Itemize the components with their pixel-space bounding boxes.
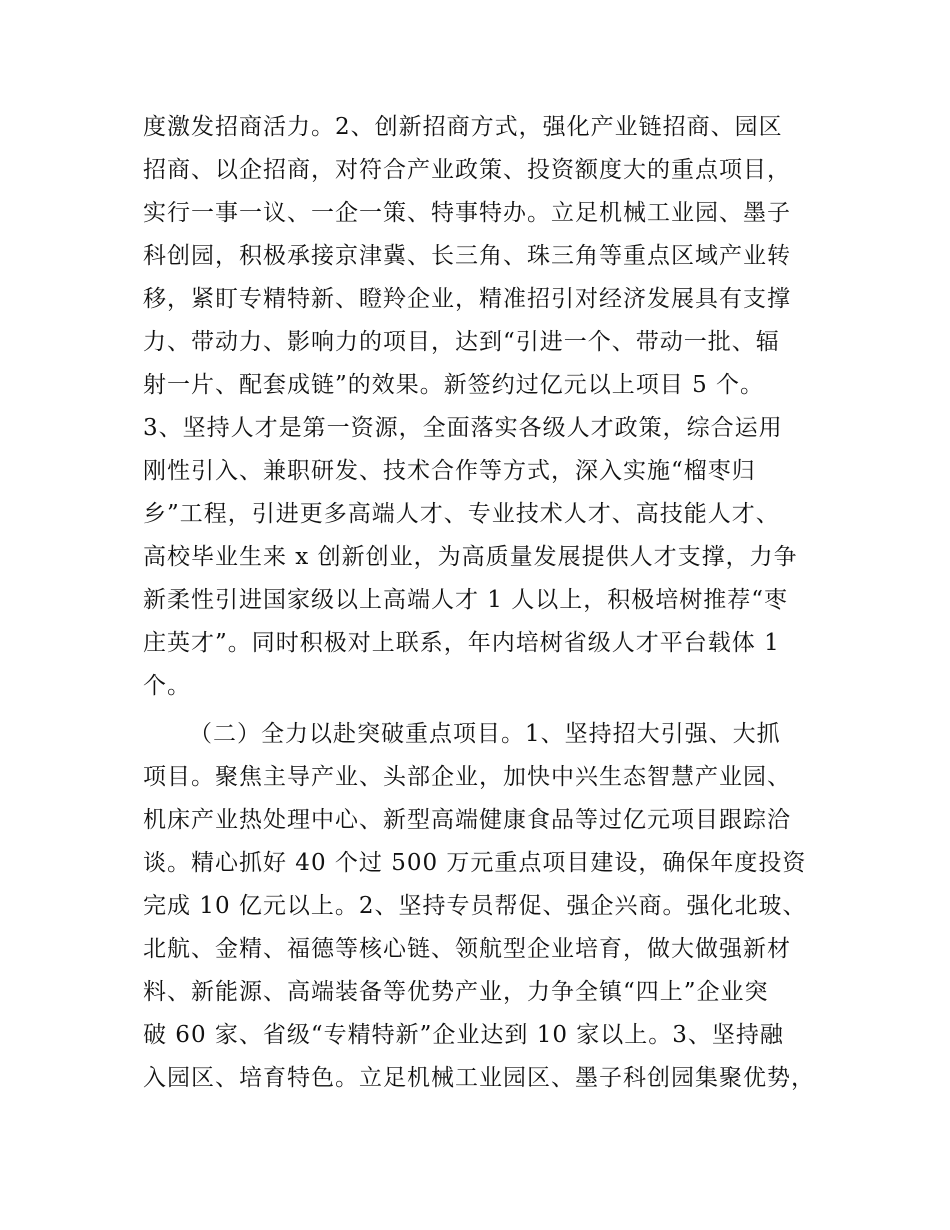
- paragraph-line: 3、坚持人才是第一资源，全面落实各级人才政策，综合运用: [143, 415, 783, 441]
- paragraph-line: 庄英才”。同时积极对上联系，年内培树省级人才平台载体 1: [143, 630, 780, 656]
- paragraph-line: 谈。精心抓好 40 个过 500 万元重点项目建设，确保年度投资: [143, 850, 807, 876]
- paragraph-line: 高校毕业生来 x 创新创业，为高质量发展提供人才支撑，力争: [143, 544, 798, 570]
- paragraph-line: 入园区、培育特色。立足机械工业园区、墨子科创园集聚优势，: [143, 1065, 815, 1091]
- paragraph-line: 度激发招商活力。2、创新招商方式，强化产业链招商、园区: [143, 114, 783, 140]
- paragraph-line: 射一片、配套成链”的效果。新签约过亿元以上项目 5 个。: [143, 372, 765, 398]
- paragraph-line: 北航、金精、福德等核心链、领航型企业培育，做大做强新材: [143, 936, 791, 962]
- paragraph-line: 料、新能源、高端装备等优势产业，力争全镇“四上”企业突: [143, 979, 769, 1005]
- paragraph-line: 个。: [143, 673, 191, 699]
- paragraph-line: 项目。聚焦主导产业、头部企业，加快中兴生态智慧产业园、: [143, 764, 791, 790]
- paragraph-line: 刚性引入、兼职研发、技术合作等方式，深入实施“榴枣归: [143, 458, 756, 484]
- paragraph-line: 完成 10 亿元以上。2、坚持专员帮促、强企兴商。强化北玻、: [143, 893, 807, 919]
- paragraph-line: 实行一事一议、一企一策、特事特办。立足机械工业园、墨子: [143, 200, 791, 226]
- paragraph-line: 力、带动力、影响力的项目，达到“引进一个、带动一批、辐: [143, 329, 780, 355]
- paragraph-line: 乡”工程，引进更多高端人才、专业技术人才、高技能人才、: [143, 501, 780, 527]
- paragraph-line: 破 60 家、省级“专精特新”企业达到 10 家以上。3、坚持融: [143, 1022, 784, 1048]
- section-heading-line: （二）全力以赴突破重点项目。1、坚持招大引强、大抓: [189, 721, 781, 747]
- paragraph-line: 移，紧盯专精特新、瞪羚企业，精准招引对经济发展具有支撑: [143, 286, 791, 312]
- paragraph-line: 科创园，积极承接京津冀、长三角、珠三角等重点区域产业转: [143, 243, 791, 269]
- paragraph-line: 招商、以企招商，对符合产业政策、投资额度大的重点项目，: [143, 157, 791, 183]
- paragraph-line: 机床产业热处理中心、新型高端健康食品等过亿元项目跟踪洽: [143, 807, 791, 833]
- paragraph-2: [143, 713, 813, 1100]
- paragraph-line: 新柔性引进国家级以上高端人才 1 人以上，积极培树推荐“枣: [143, 587, 789, 613]
- paragraph-1: [143, 106, 813, 708]
